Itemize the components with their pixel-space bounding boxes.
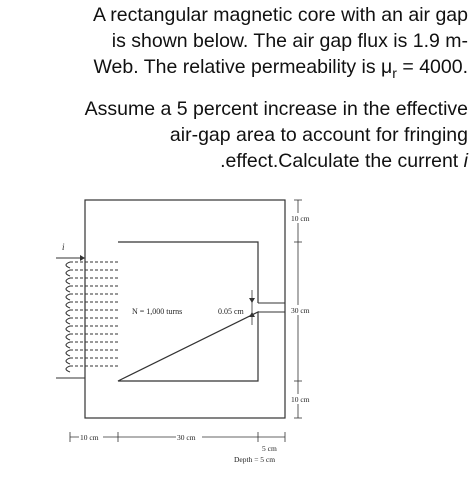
coil-winding	[66, 262, 118, 372]
mu-subscript: r	[392, 64, 397, 81]
dim-bottom-mid-label: 30 cm	[177, 433, 196, 442]
current-label: i	[62, 242, 65, 252]
problem-line-text: .effect.Calculate the current	[220, 149, 464, 172]
problem-line: is shown below. The air gap flux is 1.9 m-	[111, 30, 468, 52]
current-arrow	[80, 255, 85, 261]
problem-line-text: = 4000.	[396, 56, 468, 78]
current-variable: i	[463, 149, 468, 172]
dim-top-right-label: 10 cm	[291, 214, 310, 223]
depth-label: Depth = 5 cm	[234, 455, 276, 464]
problem-line: air-gap area to account for fringing	[169, 123, 468, 146]
problem-line: A rectangular magnetic core with an air gap	[92, 4, 468, 26]
dim-bottom-left-label: 10 cm	[80, 433, 99, 442]
gap-label: 0.05 cm	[218, 307, 244, 316]
dim-mid-right-label: 30 cm	[291, 306, 310, 315]
turns-label: N = 1,000 turns	[132, 307, 183, 316]
core-outer-edge	[85, 200, 285, 418]
dim-depth-value-label: 5 cm	[262, 444, 277, 453]
problem-line-text: Web. The relative permeability is μ	[93, 56, 393, 78]
gap-arrow-down	[249, 298, 255, 303]
problem-line: Assume a 5 percent increase in the effective	[84, 97, 468, 120]
dim-bottom-right-label: 10 cm	[291, 395, 310, 404]
